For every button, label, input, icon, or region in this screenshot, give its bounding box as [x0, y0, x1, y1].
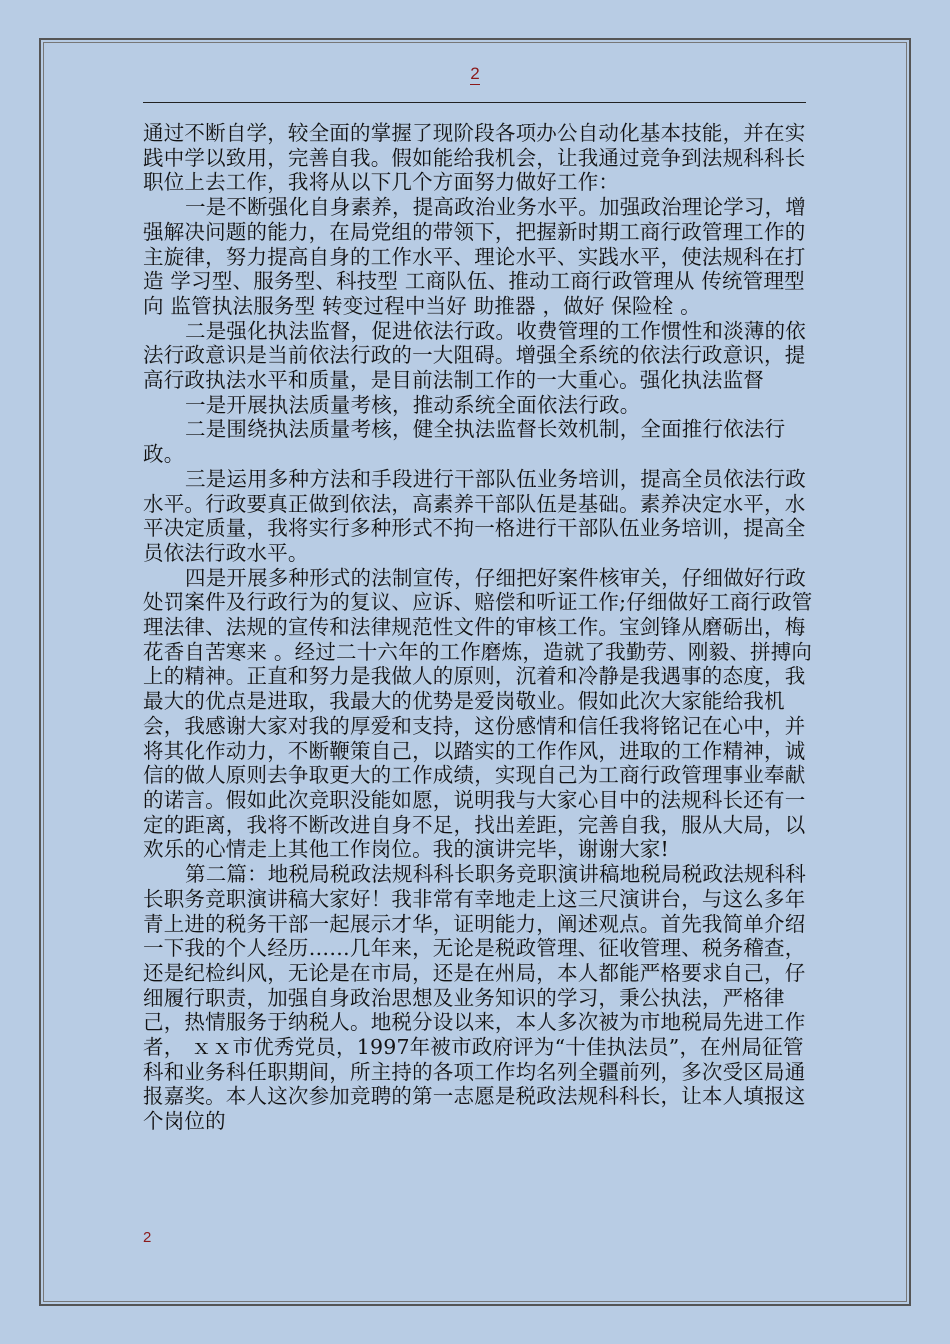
paragraph: 通过不断自学，较全面的掌握了现阶段各项办公自动化基本技能，并在实践中学以致用，完善自我。假如能给我机会，让我通过竞争到法规科科长职位上去工作，我将从以下几个方面努力做好工作：	[143, 121, 806, 195]
page-header-number	[0, 64, 950, 84]
paragraph: 一是不断强化自身素养，提高政治业务水平。加强政治理论学习，增强解决问题的能力，在局党组的带领下，把握新时期工商行政管理工作的主旋律，努力提高自身的工作水平、理论水平、实践水平，使法规科在打造 学习型、服务型、科技型 工商队伍、推动工商行政管理从 传统管理型 向 监管执法服务型 转变过程中当好 助推器 ，做好 保险栓 。	[143, 195, 806, 318]
document-body	[143, 121, 823, 1134]
header-divider	[143, 102, 806, 103]
paragraph: 四是开展多种形式的法制宣传，仔细把好案件核审关，仔细做好行政处罚案件及行政行为的复议、应诉、赔偿和听证工作;仔细做好工商行政管理法律、法规的宣传和法律规范性文件的审核工作。宝剑锋从磨砺出，梅花香自苦寒来 。经过二十六年的工作磨炼，造就了我勤劳、刚毅、拼搏向上的精神。正直和努力是我做人的原则，沉着和冷静是我遇事的态度，我最大的优点是进取，我最大的优势是爱岗敬业。假如此次大家能给我机会，我感谢大家对我的厚爱和支持，这份感情和信任我将铭记在心中，并将其化作动力，不断鞭策自己，以踏实的工作作风，进取的工作精神，诚信的做人原则去争取更大的工作成绩，实现自己为工商行政管理事业奉献的诺言。假如此次竞职没能如愿，说明我与大家心目中的法规科长还有一定的距离，我将不断改进自身不足，找出差距，完善自我，服从大局，以欢乐的心情走上其他工作岗位。我的演讲完毕，谢谢大家!	[143, 565, 813, 862]
page-footer-number: 2	[143, 1229, 152, 1246]
paragraph: 二是强化执法监督，促进依法行政。收费管理的工作惯性和淡薄的依法行政意识是当前依法行政的一大阻碍。增强全系统的依法行政意识，提高行政执法水平和质量，是目前法制工作的一大重心。强化执法监督	[143, 318, 806, 393]
paragraph: 三是运用多种方法和手段进行干部队伍业务培训，提高全员依法行政水平。行政要真正做到依法，高素养干部队伍是基础。素养决定水平，水平决定质量，我将实行多种形式不拘一格进行干部队伍业务培训，提高全员依法行政水平。	[143, 466, 806, 565]
paragraph: 二是围绕执法质量考核，健全执法监督长效机制，全面推行依法行政。	[143, 417, 786, 467]
paragraph: 一是开展执法质量考核，推动系统全面依法行政。	[185, 392, 641, 417]
header-page-number: 2	[470, 64, 480, 83]
paragraph: 第二篇：地税局税政法规科科长职务竞职演讲稿地税局税政法规科科长职务竞职演讲稿大家好！我非常有幸地走上这三尺演讲台，与这么多年青上进的税务干部一起展示才华，证明能力，阐述观点。首先我简单介绍一下我的个人经历……几年来，无论是税政管理、征收管理、税务稽查，还是纪检纠风，无论是在市局，还是在州局，本人都能严格要求自己，仔细履行职责，加强自身政治思想及业务知识的学习，秉公执法，严格律己，热情服务于纳税人。地税分设以来，本人多次被为市地税局先进工作者， ｘｘ市优秀党员，1997年被市政府评为“十佳执法员”，在州局征管科和业务科任职期间，所主持的各项工作均名列全疆前列，多次受区局通报嘉奖。本人这次参加竞聘的第一志愿是税政法规科科长，让本人填报这个岗位的	[143, 862, 806, 1134]
